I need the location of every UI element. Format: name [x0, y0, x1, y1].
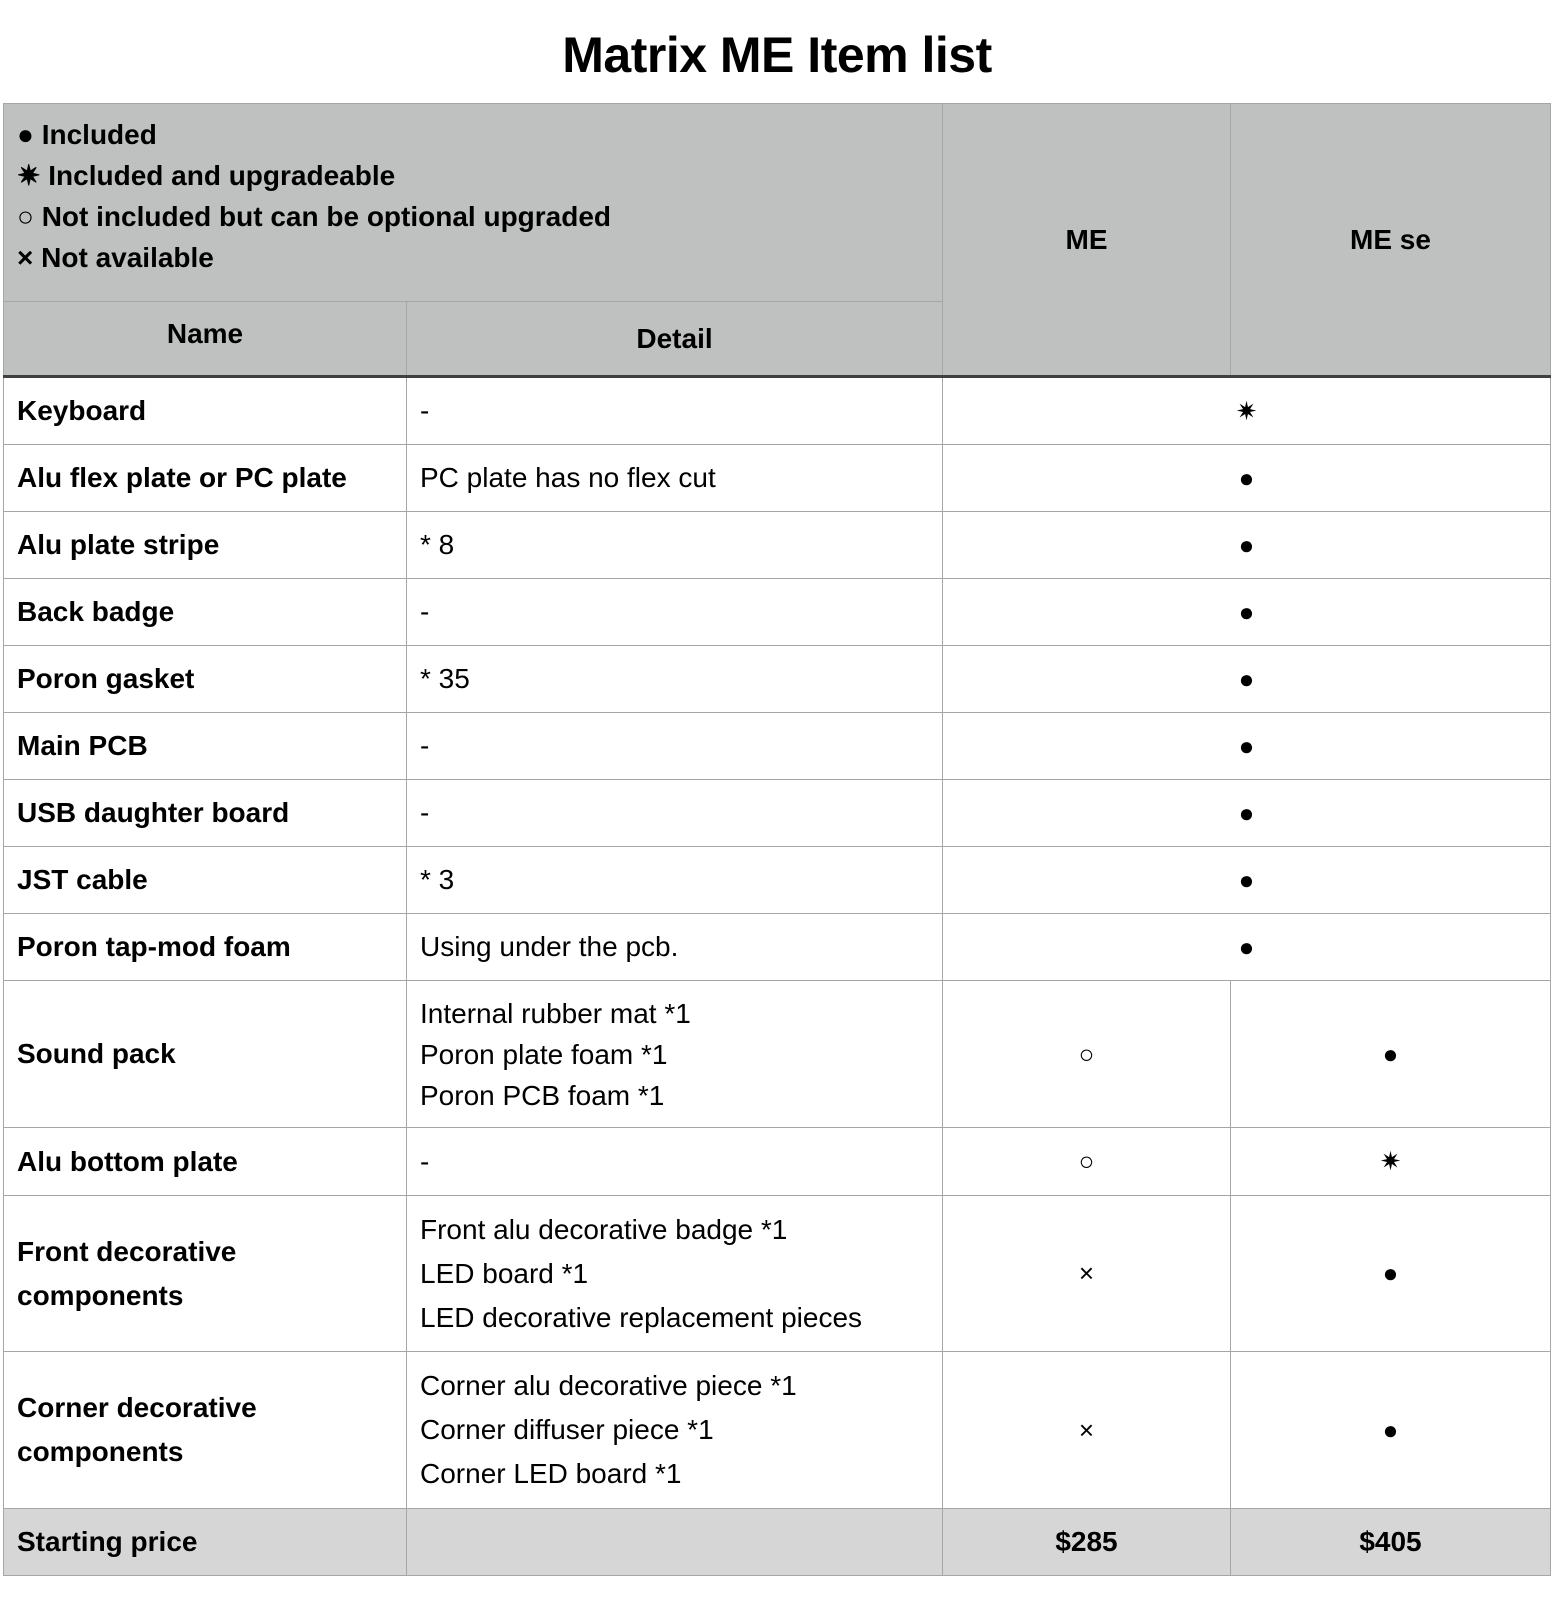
- filled-circle-icon: ●: [943, 445, 1551, 512]
- table-row: [4, 981, 1551, 1128]
- row-detail: -: [407, 780, 943, 847]
- price-me-se: $405: [1231, 1509, 1551, 1576]
- row-name: Alu plate stripe: [4, 512, 407, 579]
- filled-circle-icon: ●: [943, 646, 1551, 713]
- table-row: [4, 1128, 1551, 1196]
- row-name: Alu flex plate or PC plate: [4, 445, 407, 512]
- table-row: [4, 1352, 1551, 1509]
- price-row: [4, 1509, 1551, 1576]
- row-detail: -: [407, 1128, 943, 1196]
- row-name: Keyboard: [4, 377, 407, 445]
- row-detail: PC plate has no flex cut: [407, 445, 943, 512]
- table-row: [4, 1196, 1551, 1352]
- table-row: [4, 646, 1551, 713]
- row-name: Sound pack: [4, 981, 407, 1128]
- filled-circle-icon: ●: [943, 713, 1551, 780]
- table-row: [4, 377, 1551, 445]
- row-detail: -: [407, 579, 943, 646]
- legend: [4, 104, 943, 302]
- table-row: [4, 780, 1551, 847]
- row-detail: Internal rubber mat *1 Poron plate foam *1 Poron PCB foam *1: [407, 981, 943, 1128]
- table-row: [4, 847, 1551, 914]
- price-label: Starting price: [4, 1509, 407, 1576]
- row-name: Front decorative components: [4, 1196, 407, 1352]
- cross-icon: ×: [17, 242, 34, 273]
- cross-icon: ×: [943, 1352, 1231, 1509]
- table-row: [4, 914, 1551, 981]
- filled-circle-icon: ●: [943, 847, 1551, 914]
- filled-circle-icon: ●: [1231, 1352, 1551, 1509]
- star-icon: ✷: [1231, 1128, 1551, 1196]
- row-name: Corner decorative components: [4, 1352, 407, 1509]
- row-name: Main PCB: [4, 713, 407, 780]
- star-icon: ✷: [943, 377, 1551, 445]
- price-detail: [407, 1509, 943, 1576]
- hollow-circle-icon: ○: [17, 201, 34, 232]
- legend-not-available: × Not available: [17, 242, 214, 273]
- row-name: JST cable: [4, 847, 407, 914]
- filled-circle-icon: ●: [17, 119, 34, 150]
- hollow-circle-icon: ○: [943, 981, 1231, 1128]
- row-detail: * 3: [407, 847, 943, 914]
- row-detail: * 8: [407, 512, 943, 579]
- legend-upgradeable: ✷ Included and upgradeable: [17, 160, 396, 191]
- row-name: Back badge: [4, 579, 407, 646]
- filled-circle-icon: ●: [1231, 1196, 1551, 1352]
- item-list-table: [3, 103, 1551, 1576]
- filled-circle-icon: ●: [1231, 981, 1551, 1128]
- header-name: Name: [4, 302, 407, 377]
- filled-circle-icon: ●: [943, 512, 1551, 579]
- filled-circle-icon: ●: [943, 914, 1551, 981]
- header-me: ME: [943, 104, 1231, 377]
- row-name: Poron gasket: [4, 646, 407, 713]
- cross-icon: ×: [943, 1196, 1231, 1352]
- hollow-circle-icon: ○: [943, 1128, 1231, 1196]
- table-row: [4, 512, 1551, 579]
- row-detail: -: [407, 713, 943, 780]
- header-detail: Detail: [407, 302, 943, 377]
- row-detail: Corner alu decorative piece *1 Corner diffuser piece *1 Corner LED board *1: [407, 1352, 943, 1509]
- row-name: USB daughter board: [4, 780, 407, 847]
- filled-circle-icon: ●: [943, 780, 1551, 847]
- filled-circle-icon: ●: [943, 579, 1551, 646]
- table-row: [4, 579, 1551, 646]
- row-name: Alu bottom plate: [4, 1128, 407, 1196]
- header-me-se: ME se: [1231, 104, 1551, 377]
- legend-optional: ○ Not included but can be optional upgraded: [17, 201, 612, 232]
- row-detail: -: [407, 377, 943, 445]
- row-detail: Using under the pcb.: [407, 914, 943, 981]
- table-row: [4, 445, 1551, 512]
- row-name: Poron tap-mod foam: [4, 914, 407, 981]
- star-icon: ✷: [17, 160, 41, 191]
- row-detail: * 35: [407, 646, 943, 713]
- table-row: [4, 713, 1551, 780]
- legend-included: ● Included: [17, 119, 157, 150]
- price-me: $285: [943, 1509, 1231, 1576]
- page-title: Matrix ME Item list: [562, 27, 992, 83]
- row-detail: Front alu decorative badge *1 LED board *1 LED decorative replacement pieces: [407, 1196, 943, 1352]
